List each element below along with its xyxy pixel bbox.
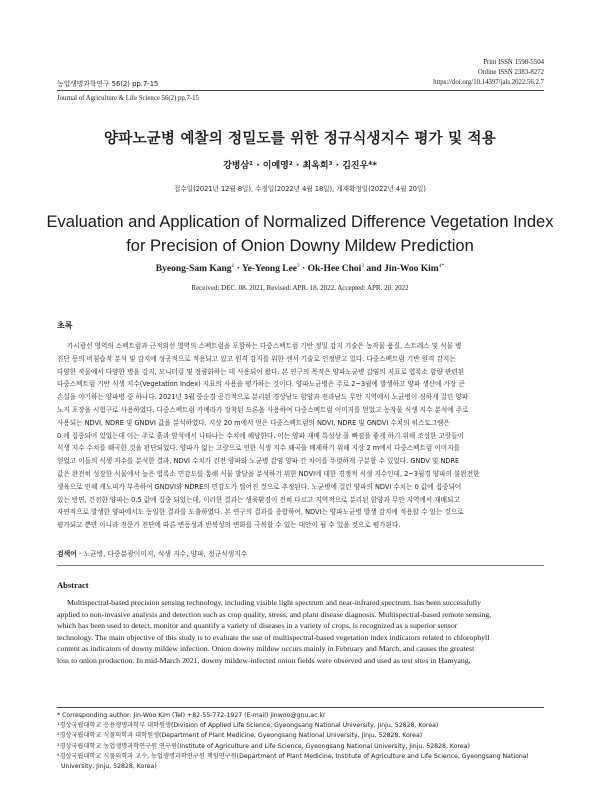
abstract-line: technology. The main objective of this study is to evaluate the use of multispectral-based vegetation index indicators related to chlorophyll [57,632,490,642]
korean-title: 양파노균병 예찰의 정밀도를 위한 정규식생지수 평가 및 적용 [104,131,496,147]
header-divider [57,90,544,91]
english-title-line-2: for Precision of Onion Downy Mildew Prediction [126,237,474,255]
abstract-line: 손실을 야기하는 양파병 중 하나다. 2021년 3월 중순경 공간적으로 분리된 경상남도 함양과 전라남도 무안 지역에서 노균병이 심하게 걸린 양파 [57,393,469,402]
keywords-label: 검색어 [57,550,77,558]
footnotes [57,711,544,772]
keywords-text: - 노균병, 다중분광이미지, 식생 지수, 양파, 정규식생지수 [76,550,248,558]
korean-authors: 강병삼¹ · 이예영² · 최옥희³ · 김진우⁴* [223,161,377,171]
author-affiliation-mark: 2 [297,263,300,269]
author-name: Ye-Yeong Lee [241,264,297,275]
affiliation-line: ¹경상국립대학교 응용생명과학부 대학원생(Division of Applied Life Science, Gyeongsang National University, Jinju, 52828, Korea) [57,722,439,730]
author-name: Byeong-Sam Kang [155,264,232,275]
korean-abstract [57,340,544,532]
korean-abstract-heading: 초록 [57,321,73,330]
abstract-line: 값은 완전히 성장한 식물에서 높은 엽록소 민감도를 통해 식물 발달을 분석하기 위한 NDVI에 대한 경쟁적 식생 지수인데, 2~3월경 양파의 불완전한 [57,469,480,478]
keywords-divider [57,565,544,566]
author-name: Jin-Woo Kim [384,264,439,275]
affiliations [57,721,544,772]
english-title-line-1: Evaluation and Application of Normalized Difference Vegetation Index [46,213,554,231]
affiliation-line: University, Jinju, 52828, Korea) [61,763,157,771]
english-abstract-heading: Abstract [57,580,89,590]
doi-link[interactable]: https://doi.org/10.14397/jals.2022.56.2.7 [433,79,544,86]
abstract-line: 0 에 집중되어 있었는데 이는 주로 흙과 암석에서 나타나는 수치에 해당한다. 이는 양파 재배 특성상 몰 빠짐을 좋게 하기 위해 조성한 고랑들이 [57,431,464,440]
english-dates: Received: DEC. 08. 2021, Revised: APR. 18. 2022, Accepted: APR. 20. 2022 [191,284,409,292]
abstract-line: 식생 지수 수치를 왜곡한 것을 판단되었다. 양파가 없는 고랑으로 인한 식생 지수 왜곡을 배제하기 위해 지상 2 m에서 다중스펙트럼 이미지를 [57,444,460,453]
abstract-line: applied to non-invasive analysis and detection such as crop quality, stress, and plant disease diagnosis. Multispectral-based remote sensing, [57,609,492,619]
abstract-line: 노지 포장을 시험구로 사용하였다. 다중스펙트럼 카메라가 장착된 드론을 사용하여 다중스펙트럼 이미지를 얻었고 농작물 식생 지수 분석에 주로 [57,405,469,414]
abstract-line: 다중스펙트럼 기반 식생 지수(Vegetation Index) 지표의 사용을 평가하는 것이다. 양파노균병은 주로 2~3월에 발생하고 양파 생산에 가장 큰 [57,380,465,389]
abstract-line: 자연적으로 발생한 양파에서도 동일한 결과를 도출하였다. 본 연구의 결과를 종합하여, NDVI는 양파노균병 발생 감지에 적용할 수 있는 것으로 [57,508,464,517]
english-title [0,210,600,258]
abstract-line: 있는 반면, 건전한 양파는 0.5 값에 집중 되었는데, 이러한 결과는 생육환경이 전혀 다르고 지역적으로 분리된 함양과 무안 지역에서 재배되고 [57,495,460,504]
abstract-line: 평가되고 뿐만 아니라 전문가 진단에 따른 변동성과 반복성의 변화를 극복할 수 있는 대안이 될 수 있을 것으로 평가된다. [57,521,401,530]
print-issn: Print ISSN 1598-5504 [483,59,544,66]
affiliation-line: ⁴경상국립대학교 식물의학과 교수, 농업생명과학연구원 책임연구원(Department of Plant Medicine, Institute of Agriculture and Life Science, Gyeongsang National [57,752,529,760]
author-affiliation-mark: 1 [231,263,235,269]
corresponding-author: * Corresponding author: Jin-Woo Kim (Tel) +82-55-772-1927 (E-mail) jinwoo@gnu.ac.kr [57,712,326,719]
footnote-divider [57,707,544,708]
author-name: Ok-Hee Choi [307,264,362,275]
korean-dates: 접수일(2021년 12월 8일), 수정일(2022년 4월 18일), 게재확정일(2022년 4월 20일) [174,185,426,193]
abstract-line: 사용되는 NDVI, NDRE 및 GNDVI 값을 분석하였다. 지상 20 m에서 얻은 다중스펙트럼의 NDVI, NDRE 및 GNDVI 수치의 히스토그램은 [57,418,450,427]
abstract-line: loss to onion production. In mid-March 2021, downy mildew-infected onion fields were observed and used as test sites in Hamyang, [57,655,471,665]
affiliation-line: ³경상국립대학교 농업생명과학연구원 연구원(Institute of Agriculture and Life Science, Gyeongsang National University, Jinju, 52828, Korea) [57,742,470,750]
affiliation-line: ²경상국립대학교 식물의학과 대학원생(Department of Plant Medicine, Gyeongsang National University, Jinju, 52828, Korea) [57,732,423,740]
abstract-line: 진단 등의 비침습적 분석 및 감지에 성공적으로 적용되고 있고 원격 감지를 위한 센서 기술로 인정받고 있다. 다중스펙트럼 기반 원격 감지는 [57,354,456,363]
author-affiliation-mark: 4* [438,263,445,269]
abstract-line: content as indicators of downy mildew infection. Onion downy mildew occurs mainly in February and March, and causes the greatest [57,644,475,654]
keywords [57,548,247,558]
online-issn: Online ISSN 2383-8272 [477,69,544,76]
journal-ko-ref: 농업생명과학연구 56(2) pp.7-15 [57,80,159,88]
english-authors: Byeong-Sam Kang$^1$ · Ye-Yeong Lee$^2$ · Ok-Hee Choi$^3$ and Jin-Woo Kim$^{4*}$ [155,263,445,275]
journal-en-ref: Journal of Agriculture & Life Science 56(2) pp.7-15 [57,95,199,102]
abstract-line: 얻었고 이들의 식생 지수를 분석한 결과, NDVI 수치가 건전 양파와 노균병 감염 양파 간 차이를 뚜렷하게 구분할 수 있었다. GNDV 및 NDRE [57,457,460,466]
abstract-line: 생육으로 인해 캐노피가 부족하여 GNDVI와 NDRE의 민감도가 떨어진 것으로 추정된다. 노균병에 걸린 양파의 NDVI 수치는 0 값에 집중되어 [57,482,462,491]
english-abstract [57,597,544,667]
abstract-line: which has been used to detect, monitor and quantify a variety of diseases in a variety of crops, is recognized as a superior sensor [57,621,458,631]
author-affiliation-mark: 3 [361,263,364,269]
abstract-line: Multispectral-based precision sensing technology, including visible light spectrum and near-infrared spectrum, has been successfully [67,598,481,607]
abstract-line: 가시광선 영역의 스펙트럼과 근적외선 영역의 스펙트럼을 포함하는 다중스펙트럼 기반 정밀 감지 기술은 농작물 품질, 스트레스 및 식물 병 [67,342,462,350]
abstract-line: 다양한 작물에서 다양한 병을 감지, 모니터링 및 정량화하는 데 사용되어 왔다. 본 연구의 목적은 양파노균병 감염의 지표로 엽록소 함량 관련된 [57,367,465,376]
